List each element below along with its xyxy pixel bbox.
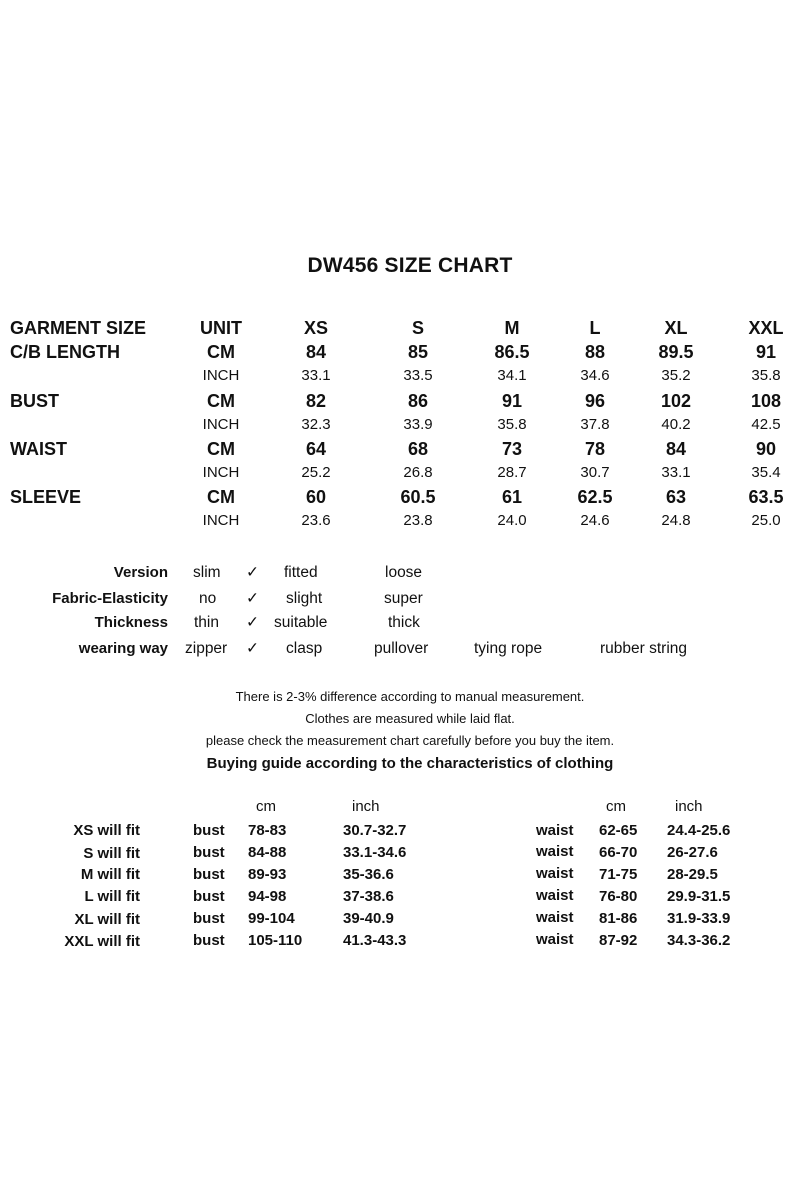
check-icon: ✓ (246, 590, 259, 607)
guide-waist-inch: 28-29.5 (667, 866, 718, 883)
attr-option: fitted (284, 564, 318, 581)
guide-waist-cm: 76-80 (599, 888, 638, 905)
cell-value: 63.5 (748, 487, 784, 507)
attr-option: thick (388, 614, 420, 631)
guide-bust-inch: 37-38.6 (343, 888, 394, 905)
cell-value: 84 (305, 342, 327, 362)
guide-waist-label: waist (536, 865, 574, 882)
guide-fit-label: XS will fit (73, 822, 140, 839)
guide-waist-inch: 29.9-31.5 (667, 888, 731, 905)
cell-value: 60.5 (400, 487, 436, 507)
row-label-sleeve: SLEEVE (10, 487, 82, 507)
attr-option: slight (286, 590, 323, 607)
guide-fit-label: XXL will fit (64, 933, 140, 950)
guide-bust-inch: 41.3-43.3 (343, 932, 407, 949)
size-header-xs: XS (303, 318, 328, 338)
cell-value: 42.5 (751, 416, 781, 433)
guide-header-inch: inch (675, 798, 703, 815)
cell-value: 23.8 (403, 512, 433, 529)
cell-value: 30.7 (580, 464, 610, 481)
inch-unit: INCH (202, 416, 240, 433)
guide-bust-inch: 33.1-34.6 (343, 844, 407, 861)
size-header-xxl: XXL (748, 318, 784, 338)
attr-option: suitable (274, 614, 328, 631)
inch-unit: INCH (202, 464, 240, 481)
guide-bust-label: bust (193, 822, 225, 839)
cell-value: 34.1 (497, 367, 527, 384)
cell-value: 63 (665, 487, 687, 507)
cell-value: 89.5 (658, 342, 694, 362)
cell-value: 37.8 (580, 416, 610, 433)
inch-unit: INCH (202, 512, 240, 529)
guide-waist-cm: 62-65 (599, 822, 638, 839)
cell-value: 33.1 (301, 367, 331, 384)
attr-option: tying rope (474, 640, 543, 657)
attr-option: pullover (374, 640, 429, 657)
cell-value: 62.5 (577, 487, 613, 507)
cell-value: 24.8 (661, 512, 691, 529)
size-header-l: L (589, 318, 601, 338)
cell-value: 25.2 (301, 464, 331, 481)
guide-header-cm: cm (606, 798, 626, 815)
garment-size-header: GARMENT SIZE (10, 318, 147, 338)
row-label-cb-length: C/B LENGTH (10, 342, 120, 362)
attr-option: clasp (286, 640, 323, 657)
guide-waist-label: waist (536, 887, 574, 904)
cell-value: 34.6 (580, 367, 610, 384)
cell-value: 33.9 (403, 416, 433, 433)
guide-bust-inch: 35-36.6 (343, 866, 394, 883)
cell-value: 35.4 (751, 464, 781, 481)
cell-value: 32.3 (301, 416, 331, 433)
cell-value: 28.7 (497, 464, 527, 481)
guide-bust-inch: 39-40.9 (343, 910, 394, 927)
guide-fit-label: S will fit (83, 845, 140, 862)
note-line: please check the measurement chart carefully before you buy the item. (205, 733, 615, 748)
guide-waist-label: waist (536, 931, 574, 948)
cell-value: 91 (755, 342, 777, 362)
guide-waist-inch: 26-27.6 (667, 844, 718, 861)
cell-value: 108 (750, 391, 782, 411)
cell-value: 61 (501, 487, 523, 507)
cell-value: 26.8 (403, 464, 433, 481)
note-line: There is 2-3% difference according to manual measurement. (235, 689, 585, 704)
buying-guide-title: Buying guide according to the characteristics of clothing (206, 755, 614, 772)
attr-option: rubber string (600, 640, 688, 657)
cell-value: 64 (305, 439, 327, 459)
guide-bust-label: bust (193, 910, 225, 927)
size-header-m: M (504, 318, 520, 338)
guide-header-inch: inch (352, 798, 380, 815)
attr-option: thin (194, 614, 219, 631)
guide-waist-cm: 87-92 (599, 932, 638, 949)
row-label-waist: WAIST (10, 439, 67, 459)
cell-value: 24.6 (580, 512, 610, 529)
attr-option: no (199, 590, 217, 607)
guide-bust-cm: 89-93 (248, 866, 287, 883)
guide-bust-cm: 105-110 (248, 932, 303, 949)
cell-value: 60 (305, 487, 327, 507)
cell-value: 33.1 (661, 464, 691, 481)
cell-value: 88 (584, 342, 606, 362)
attr-option: slim (193, 564, 221, 581)
guide-bust-cm: 78-83 (248, 822, 287, 839)
check-icon: ✓ (246, 640, 259, 657)
guide-fit-label: M will fit (80, 866, 140, 883)
guide-waist-inch: 34.3-36.2 (667, 932, 731, 949)
guide-bust-cm: 99-104 (248, 910, 295, 927)
inch-unit: INCH (202, 367, 240, 384)
guide-bust-inch: 30.7-32.7 (343, 822, 407, 839)
unit-header: UNIT (200, 318, 242, 338)
attr-option: loose (385, 564, 423, 581)
guide-bust-label: bust (193, 932, 225, 949)
cm-unit: CM (207, 342, 235, 362)
cell-value: 73 (501, 439, 523, 459)
note-line: Clothes are measured while laid flat. (305, 711, 515, 726)
cell-value: 96 (584, 391, 606, 411)
attr-label-version: Version (113, 564, 168, 581)
guide-waist-cm: 66-70 (599, 844, 638, 861)
page-title: DW456 SIZE CHART (307, 254, 513, 277)
check-icon: ✓ (246, 564, 259, 581)
guide-bust-label: bust (193, 844, 225, 861)
row-label-bust: BUST (10, 391, 59, 411)
guide-waist-inch: 31.9-33.9 (667, 910, 731, 927)
guide-bust-label: bust (193, 888, 225, 905)
cell-value: 78 (584, 439, 606, 459)
cell-value: 91 (501, 391, 523, 411)
cm-unit: CM (207, 487, 235, 507)
guide-bust-cm: 94-98 (248, 888, 287, 905)
guide-waist-label: waist (536, 822, 574, 839)
size-header-xl: XL (664, 318, 688, 338)
guide-bust-label: bust (193, 866, 225, 883)
attr-label-thickness: Thickness (94, 614, 168, 631)
size-header-s: S (411, 318, 424, 338)
cell-value: 84 (665, 439, 687, 459)
guide-header-cm: cm (256, 798, 276, 815)
cm-unit: CM (207, 391, 235, 411)
cell-value: 33.5 (403, 367, 433, 384)
attr-label-wearing-way: wearing way (78, 640, 168, 657)
guide-waist-label: waist (536, 909, 574, 926)
cell-value: 35.8 (751, 367, 781, 384)
cm-unit: CM (207, 439, 235, 459)
guide-bust-cm: 84-88 (248, 844, 287, 861)
cell-value: 35.2 (661, 367, 691, 384)
guide-fit-label: XL will fit (74, 911, 140, 928)
check-icon: ✓ (246, 614, 259, 631)
guide-waist-cm: 81-86 (599, 910, 638, 927)
attr-option: zipper (185, 640, 228, 657)
cell-value: 68 (407, 439, 429, 459)
cell-value: 85 (407, 342, 429, 362)
cell-value: 90 (755, 439, 777, 459)
cell-value: 86 (407, 391, 429, 411)
guide-waist-cm: 71-75 (599, 866, 638, 883)
guide-waist-label: waist (536, 843, 574, 860)
cell-value: 25.0 (751, 512, 781, 529)
cell-value: 24.0 (497, 512, 527, 529)
cell-value: 40.2 (661, 416, 691, 433)
cell-value: 102 (660, 391, 692, 411)
cell-value: 35.8 (497, 416, 527, 433)
guide-fit-label: L will fit (84, 888, 140, 905)
attr-option: super (384, 590, 423, 607)
attr-label-fabric-elasticity: Fabric-Elasticity (52, 590, 168, 607)
guide-waist-inch: 24.4-25.6 (667, 822, 731, 839)
cell-value: 23.6 (301, 512, 331, 529)
cell-value: 82 (305, 391, 327, 411)
cell-value: 86.5 (494, 342, 530, 362)
